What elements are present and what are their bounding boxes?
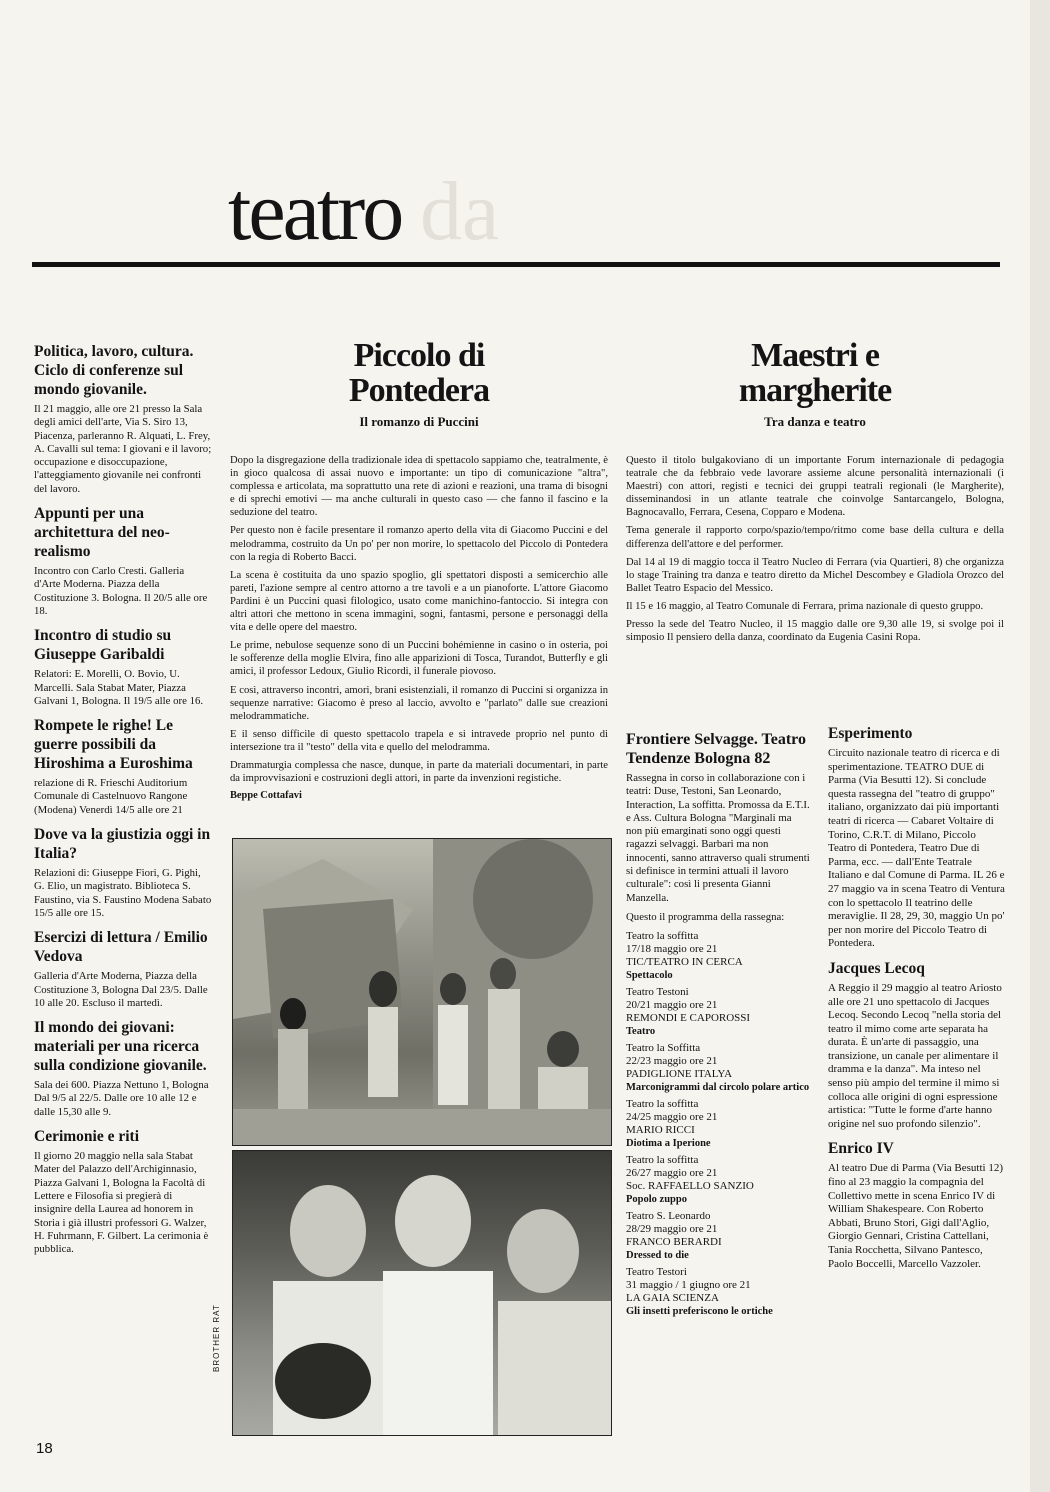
program-item: Teatro Testori 31 maggio / 1 giugno ore 21 LA GAIA SCIENZA Gli insetti preferiscono le ortiche — [626, 1266, 773, 1318]
sidebar-text: Relatori: E. Morelli, O. Bovio, U. Marcelli. Sala Stabat Mater, Piazza Galvani 1, Bologna. Il 19/5 alle ore 16. — [34, 668, 204, 707]
page-number: 18 — [36, 1440, 53, 1457]
sidebar-title: Politica, lavoro, cultura. Ciclo di conferenze sul mondo giovanile. — [34, 343, 194, 398]
photo-jungle-scene — [232, 838, 612, 1146]
article-paragraph: La scena è costituita da uno spazio spoglio, gli spettatori disposti a semicerchio alle pareti, l'azione sempre al centro attorno a tre tavoli e a un pianoforte. L'attore Giacomo Pardini è un Puccini quasi filologico, usato come manichino-fantoccio. Si integra con altri attori che mettono in scena immagini, sogni, fantasmi, persone e personaggi della vita e delle opere del maestro. — [230, 569, 608, 634]
sidebar-title: Esercizi di lettura / Emilio Vedova — [34, 929, 208, 966]
article-title: Piccolo di Pontedera — [348, 337, 490, 409]
article-maestri — [626, 338, 1004, 649]
ghost-letters: da — [420, 165, 500, 258]
program-item: Teatro S. Leonardo 28/29 maggio ore 21 FRANCO BERARDI Dressed to die — [626, 1210, 722, 1262]
article-paragraph: Dal 14 al 19 di maggio tocca il Teatro Nucleo di Ferrara (via Quartieri, 8) che organizza lo stage Training tra danza e teatro diretto da Michel Descombey e Gladiola Orozco del Ballet Teatro Espacio del Messico. — [626, 556, 1004, 594]
sidebar-text: Galleria d'Arte Moderna, Piazza della Costituzione 3, Bologna Dal 23/5. Dalle 10 alle 20. Escluso il martedì. — [34, 970, 208, 1009]
sidebar-title: Appunti per una architettura del neo-realismo — [34, 505, 170, 561]
article-paragraph: E il senso difficile di questo spettacolo trapela e si intravede proprio nel punto di intersezione tra il "testo" della vita e quello del melodramma. — [230, 728, 608, 753]
article-subtitle: Il romanzo di Puccini — [359, 414, 479, 429]
frontiere-title: Frontiere Selvagge. Teatro Tendenze Bologna 82 — [626, 731, 806, 767]
sidebar-title: Il mondo dei giovani: materiali per una ricerca sulla condizione giovanile. — [34, 1019, 207, 1075]
sidebar-column — [34, 334, 212, 1262]
article-piccolo — [230, 338, 608, 801]
page-edge — [1030, 0, 1050, 1492]
article-paragraph: Le prime, nebulose sequenze sono di un Puccini bohémienne in casino o in osteria, poi le sofferenze della moglie Elvira, fino alle apparizioni di Tosca, Turandot, Butterfly e gli amici, il professor Ledoux, Giulio Ricordi, il funerale piovoso. — [230, 640, 608, 678]
program-item: Teatro la soffitta 17/18 maggio ore 21 TIC/TEATRO IN CERCA Spettacolo — [626, 930, 743, 982]
sidebar-text: Il giorno 20 maggio nella sala Stabat Mater del Palazzo dell'Archiginnasio, Piazza Galvani 1, Bologna la Facoltà di Lettere e Filosofia si pregierà di insignire della Laurea ad honorem in Storia i già illustri professori G. Walzer, H. Fuhrmann, F. Gilbert. La cerimonia è pubblica. — [34, 1150, 209, 1256]
article-paragraph: Il 15 e 16 maggio, al Teatro Comunale di Ferrara, prima nazionale di questo gruppo. — [626, 600, 984, 612]
frontiere-intro: Rassegna in corso in collaborazione con i teatri: Duse, Testoni, San Leonardo, Interaction, La soffitta. Promossa da E.T.I. e Ass. Cultura Bologna "Marginali ma non più emarginati sono oggi questi ragazzi selvaggi. Barbari ma non innocenti, sanno attraverso quali strumenti si definisce in termini attuali il lavoro culturale": così li presenta Gianni Manzella. — [626, 772, 810, 904]
program-item: Teatro la soffitta 26/27 maggio ore 21 Soc. RAFFAELLO SANZIO Popolo zuppo — [626, 1154, 754, 1206]
article-paragraph: Per questo non è facile presentare il romanzo aperto della vita di Giacomo Puccini e del melodramma, costruito da Un po' per non morire, lo spettacolo del Piccolo di Pontedera con la regia di Roberto Bacci. — [230, 525, 608, 563]
sidebar-title: Rompete le righe! Le guerre possibili da Hiroshima a Euroshima — [34, 717, 193, 773]
article-title: Maestri e margherite — [738, 337, 892, 409]
article-subtitle: Tra danza e teatro — [764, 414, 866, 429]
note-title: Enrico IV — [828, 1140, 894, 1158]
sidebar-text: relazione di R. Frieschi Auditorium Comunale di Castelnuovo Rangone (Modena) Venerdì 14/5 alle ore 21 — [34, 777, 188, 816]
program-item: Teatro la Soffitta 22/23 maggio ore 21 PADIGLIONE ITALYA Marconigrammi dal circolo polare artico — [626, 1042, 810, 1094]
article-paragraph: Presso la sede del Teatro Nucleo, il 15 maggio dalle ore 9,30 alle 19, si svolge poi il simposio Il pensiero della danza, coordinato da Eugenia Casini Ropa. — [626, 619, 1004, 644]
sidebar-title: Incontro di studio su Giuseppe Garibaldi — [34, 627, 172, 664]
program-item: Teatro la soffitta 24/25 maggio ore 21 MARIO RICCI Diotima a Iperione — [626, 1098, 718, 1150]
right-notes-column — [828, 716, 1006, 1277]
article-paragraph: Tema generale il rapporto corpo/spazio/tempo/ritmo come base della cultura e della differenza dell'attore e del performer. — [626, 525, 1004, 550]
frontiere-section — [626, 722, 810, 1322]
note-title: Jacques Lecoq — [828, 959, 925, 977]
photo-baseball-illustration — [233, 1151, 611, 1435]
photo-caption: BROTHER RAT — [212, 1304, 221, 1372]
article-paragraph: Drammaturgia complessa che nasce, dunque, in parte da materiali documentari, in parte da improvvisazioni e costruzioni degli attori, in parte da invenzioni registiche. — [230, 759, 608, 785]
sidebar-title: Cerimonie e riti — [34, 1128, 140, 1146]
title-rule — [32, 262, 1000, 267]
frontiere-program-intro: Questo il programma della rassegna: — [626, 910, 785, 923]
program-item: Teatro Testoni 20/21 maggio ore 21 REMONDI E CAPOROSSI Teatro — [626, 986, 751, 1038]
note-text: A Reggio il 29 maggio al teatro Ariosto alle ore 21 uno spettacolo di Jacques Lecoq. Secondo Lecoq "nella storia del teatro il mimo come arte separata ha durata. È un'arte di passaggio, una transizione, un canale per alimentare il dramma e la danza". Ma inteso nel senso più ampio del termine il mimo si colloca alle origini di ogni espressione artistica: "Tutte le forme d'arte hanno origine nel suo profondo silenzio". — [828, 981, 1002, 1130]
sidebar-text: Relazioni di: Giuseppe Fiori, G. Pighi, G. Elio, un magistrato. Biblioteca S. Faustino, via S. Faustino Modena Sabato 15/5 alle ore 15. — [34, 867, 212, 919]
article-paragraph: Questo il titolo bulgakoviano di un importante Forum internazionale di pedagogia teatrale che da febbraio vede lavorare assieme alcune personalità internazionali (i Maestri) con attori, registi e tecnici dei gruppi teatrali regionali (le Margherite), disseminandosi in un atlante teatrale che coinvolge Santarcangelo, Bologna, Bagnocavallo, Ferrara, Cesena, Copparo e Modena. — [626, 455, 1004, 519]
article-paragraph: Dopo la disgregazione della tradizionale idea di spettacolo sappiamo che, teatralmente, è in gioco qualcosa di assai nuovo e importante: un tipo di comunicazione "altra", complessa e articolata, ma soprattutto una rete di azioni e reazioni, una trama di bisogni e di sprechi emotivi — ma anche culturali in questo caso — che fanno il fascino e la seduzione del teatro. — [230, 455, 608, 519]
photo-jungle-illustration — [233, 839, 611, 1145]
note-text: Al teatro Due di Parma (Via Besutti 12) fino al 23 maggio la compagnia del Collettivo mette in scena Enrico IV di William Shakespeare. Con Roberto Abbati, Bruno Stori, Gigi dall'Aglio, Giorgio Gennari, Cristina Cattellani, Tania Rocchetta, Silvano Pantesco, Paolo Boccelli, Marcello Vazzoler. — [828, 1162, 1003, 1270]
note-text: Circuito nazionale teatro di ricerca e di sperimentazione. TEATRO DUE di Parma (Via Besutti 12). Si conclude questa rassegna del "teatro di gruppo" italiano, organizzato dai più importanti teatri di ricerca — Cabaret Voltaire di Torino, C.R.T. di Milano, Piccolo Teatro di Pontedera, Teatro Due di Parma, ecc. — dall'Ente Teatrale Italiano e dal Comune di Parma. IL 26 e 27 maggio va in scena Teatro di Ventura con lo spettacolo Il teatrino delle meraviglie. Il 28, 29, 30, maggio Un po' per non morire del Piccolo Teatro di Pontedera. — [828, 747, 1005, 950]
sidebar-text: Incontro con Carlo Cresti. Galleria d'Arte Moderna. Piazza della Costituzione 3. Bologna. Il 20/5 alle ore 18. — [34, 565, 208, 617]
photo-baseball-players — [232, 1150, 612, 1436]
sidebar-text: Sala dei 600. Piazza Nettuno 1, Bologna Dal 9/5 al 22/5. Dalle ore 10 alle 12 e dalle 15,30 alle 9. — [34, 1079, 209, 1118]
sidebar-title: Dove va la giustizia oggi in Italia? — [34, 826, 211, 863]
note-title: Esperimento — [828, 725, 913, 742]
article-paragraph: E così, attraverso incontri, amori, brani esistenziali, il romanzo di Puccini si organizza in sequenze narrative: Giacomo è preso al laccio, avvolto e "parlato" dalle sue creazioni melodrammatiche. — [230, 684, 608, 722]
section-title: teatro — [228, 165, 402, 258]
sidebar-text: Il 21 maggio, alle ore 21 presso la Sala degli amici dell'arte, Via S. Siro 13, Piacenza, parleranno R. Alquati, L. Frey, A. Cavalli sul tema: I giovani e il lavoro; occupazione e disoccupazione, l'atteggiamento giovanile nei confronti del lavoro. — [34, 403, 212, 495]
article-author: Beppe Cottafavi — [230, 790, 302, 802]
